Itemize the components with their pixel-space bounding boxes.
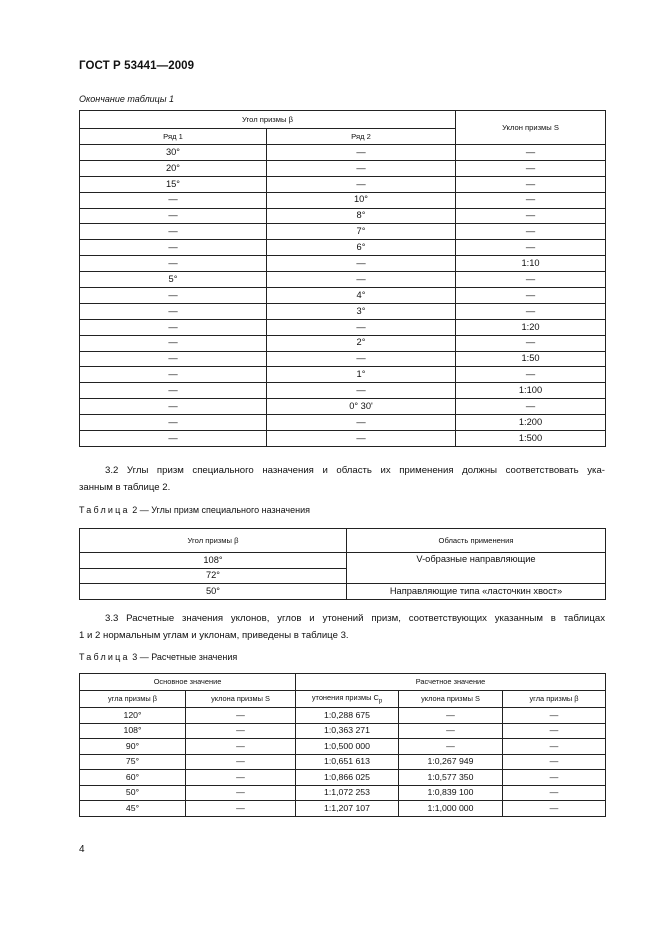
table3-cell: — (186, 770, 296, 786)
table3-cell: 1:0,267 949 (399, 754, 503, 770)
table1-cell: — (456, 240, 606, 256)
table3-cell: — (503, 770, 606, 786)
table1-cell: 1:100 (456, 383, 606, 399)
table1-cell: 4° (267, 288, 456, 304)
table1-cell: 3° (267, 303, 456, 319)
table1-cell: — (456, 145, 606, 161)
table3-caption: Таблица 3 — Расчетные значения (79, 652, 238, 662)
table1-row (80, 367, 606, 383)
table3-header-angle-calc: угла призмы β (503, 691, 606, 708)
table1-row (80, 288, 606, 304)
table1-cell: — (80, 431, 267, 447)
table1-row (80, 399, 606, 415)
table3-cell: 108° (80, 723, 186, 739)
table1-cell: 1:10 (456, 256, 606, 272)
table1-cell: 15° (80, 176, 267, 192)
table1-cell: — (456, 399, 606, 415)
table1-cell: — (80, 415, 267, 431)
table3-cell: 1:0,288 675 (296, 708, 399, 724)
table3-cell: 1:1,072 253 (296, 785, 399, 801)
table2-angle-cell: 108° (80, 553, 347, 569)
table1-cell: — (267, 431, 456, 447)
table1-body (80, 145, 606, 447)
table1-cell: — (267, 176, 456, 192)
table3-row (80, 770, 606, 786)
table1-row (80, 431, 606, 447)
table1-caption: Окончание таблицы 1 (79, 94, 174, 104)
table3-header-calc: Расчетное значение (296, 674, 606, 691)
table1-cell: 30° (80, 145, 267, 161)
table1-cell: 1:50 (456, 351, 606, 367)
table3-cell: — (503, 754, 606, 770)
table2-area-cell: Направляющие типа «ласточкин хвост» (347, 584, 606, 600)
table1-cell: — (456, 176, 606, 192)
table1-cell: — (267, 383, 456, 399)
table1-cell: — (267, 272, 456, 288)
table3-cell: 45° (80, 801, 186, 817)
table3-cell: 1:1,207 107 (296, 801, 399, 817)
table3-cell: 120° (80, 708, 186, 724)
table2-angle-cell: 72° (80, 568, 347, 584)
table3-body (80, 708, 606, 817)
table1-row (80, 335, 606, 351)
table1-header-row1: Ряд 1 (80, 129, 267, 145)
table1-cell: — (456, 272, 606, 288)
table3-cell: 90° (80, 739, 186, 755)
paragraph-3-2-line1: 3.2 Углы призм специального назначения и область их применения должны соответствовать ука- (105, 465, 605, 476)
table3-row (80, 801, 606, 817)
table3-cell: 1:1,000 000 (399, 801, 503, 817)
table1-cell: — (267, 319, 456, 335)
paragraph-3-3-line1: 3.3 Расчетные значения уклонов, углов и утонений призм, соответствующих указанным в таблицах (105, 613, 605, 624)
table3-header-slope-calc: уклона призмы S (399, 691, 503, 708)
table3-cell: — (399, 708, 503, 724)
table3-cell: — (503, 739, 606, 755)
table1-cell: — (80, 256, 267, 272)
table3-cell: 1:0,651 613 (296, 754, 399, 770)
table1-row (80, 351, 606, 367)
paragraph-3-2 (79, 462, 605, 496)
table1-cell: 5° (80, 272, 267, 288)
table1-cell: 7° (267, 224, 456, 240)
table3-cell: 1:0,866 025 (296, 770, 399, 786)
table3-cell: 60° (80, 770, 186, 786)
table1-cell: — (267, 256, 456, 272)
table2-header-angle: Угол призмы β (80, 529, 347, 553)
table3 (79, 673, 606, 817)
paragraph-3-3-line2: 1 и 2 нормальным углам и уклонам, приведены в таблице 3. (79, 630, 349, 641)
table1-row (80, 176, 606, 192)
table3-cell: — (186, 785, 296, 801)
table1-cell: 1:20 (456, 319, 606, 335)
table1-cell: — (267, 415, 456, 431)
table1-cell: — (80, 288, 267, 304)
table2-header-area: Область применения (347, 529, 606, 553)
table2-caption: Таблица 2 — Углы призм специального назначения (79, 505, 310, 515)
table1-row (80, 319, 606, 335)
paragraph-3-2-line2: занным в таблице 2. (79, 482, 171, 493)
table1-cell: 20° (80, 160, 267, 176)
table3-cell: 1:0,363 271 (296, 723, 399, 739)
table1-row (80, 303, 606, 319)
table3-header-slope: уклона призмы S (186, 691, 296, 708)
table1-cell: — (80, 351, 267, 367)
table1-row (80, 240, 606, 256)
table1-cell: — (80, 208, 267, 224)
table3-row (80, 723, 606, 739)
table1-row (80, 192, 606, 208)
table3-cell: — (186, 708, 296, 724)
table1-cell: — (267, 145, 456, 161)
table1-row (80, 256, 606, 272)
table1-header-slope: Уклон призмы S (456, 111, 606, 145)
table1-cell: — (456, 192, 606, 208)
table3-cell: — (503, 785, 606, 801)
table1-row (80, 383, 606, 399)
table3-row (80, 754, 606, 770)
table3-cell: — (399, 723, 503, 739)
table1 (79, 110, 606, 447)
table3-cell: — (186, 754, 296, 770)
page-number: 4 (79, 844, 85, 855)
table1-row (80, 160, 606, 176)
table3-row (80, 785, 606, 801)
table3-cell: 1:0,577 350 (399, 770, 503, 786)
table3-cell: — (186, 739, 296, 755)
paragraph-3-3 (79, 610, 605, 644)
table3-cell: — (503, 723, 606, 739)
table3-cell: 1:0,500 000 (296, 739, 399, 755)
table1-cell: — (456, 367, 606, 383)
table3-cell: — (399, 739, 503, 755)
table1-header-angle: Угол призмы β (80, 111, 456, 129)
table1-cell: — (456, 208, 606, 224)
table3-cell: — (186, 723, 296, 739)
table1-cell: 2° (267, 335, 456, 351)
table3-cell: — (186, 801, 296, 817)
table2-area-cell: V-образные направляющие (347, 553, 606, 584)
table3-header-angle: угла призмы β (80, 691, 186, 708)
table3-cell: 1:0,839 100 (399, 785, 503, 801)
table1-cell: — (456, 160, 606, 176)
table2 (79, 528, 606, 600)
table1-cell: 0° 30' (267, 399, 456, 415)
table1-cell: — (456, 335, 606, 351)
table3-cell: — (503, 801, 606, 817)
table1-cell: — (80, 224, 267, 240)
table1-cell: — (80, 192, 267, 208)
table3-cell: 75° (80, 754, 186, 770)
table1-cell: — (456, 288, 606, 304)
table1-cell: — (80, 367, 267, 383)
table1-row (80, 415, 606, 431)
table2-angle-cell: 50° (80, 584, 347, 600)
table3-cell: 50° (80, 785, 186, 801)
table1-header-row2: Ряд 2 (267, 129, 456, 145)
table1-cell: 1:500 (456, 431, 606, 447)
table1-cell: — (80, 303, 267, 319)
table1-cell: — (267, 351, 456, 367)
table1-cell: — (80, 383, 267, 399)
standard-number: ГОСТ Р 53441—2009 (79, 60, 195, 72)
table1-cell: — (80, 319, 267, 335)
table1-cell: — (456, 303, 606, 319)
table1-row (80, 208, 606, 224)
table1-cell: — (267, 160, 456, 176)
table1-cell: 6° (267, 240, 456, 256)
table3-header-basic: Основное значение (80, 674, 296, 691)
table1-cell: 8° (267, 208, 456, 224)
table3-row (80, 708, 606, 724)
table1-cell: 10° (267, 192, 456, 208)
table1-row (80, 272, 606, 288)
table1-cell: 1° (267, 367, 456, 383)
table1-row (80, 145, 606, 161)
table1-cell: — (80, 240, 267, 256)
table3-row (80, 739, 606, 755)
table1-cell: — (456, 224, 606, 240)
table3-cell: — (503, 708, 606, 724)
table3-header-thinning: утонения призмы $C_p$ (296, 691, 399, 708)
table1-cell: 1:200 (456, 415, 606, 431)
table1-cell: — (80, 335, 267, 351)
table1-cell: — (80, 399, 267, 415)
table1-row (80, 224, 606, 240)
